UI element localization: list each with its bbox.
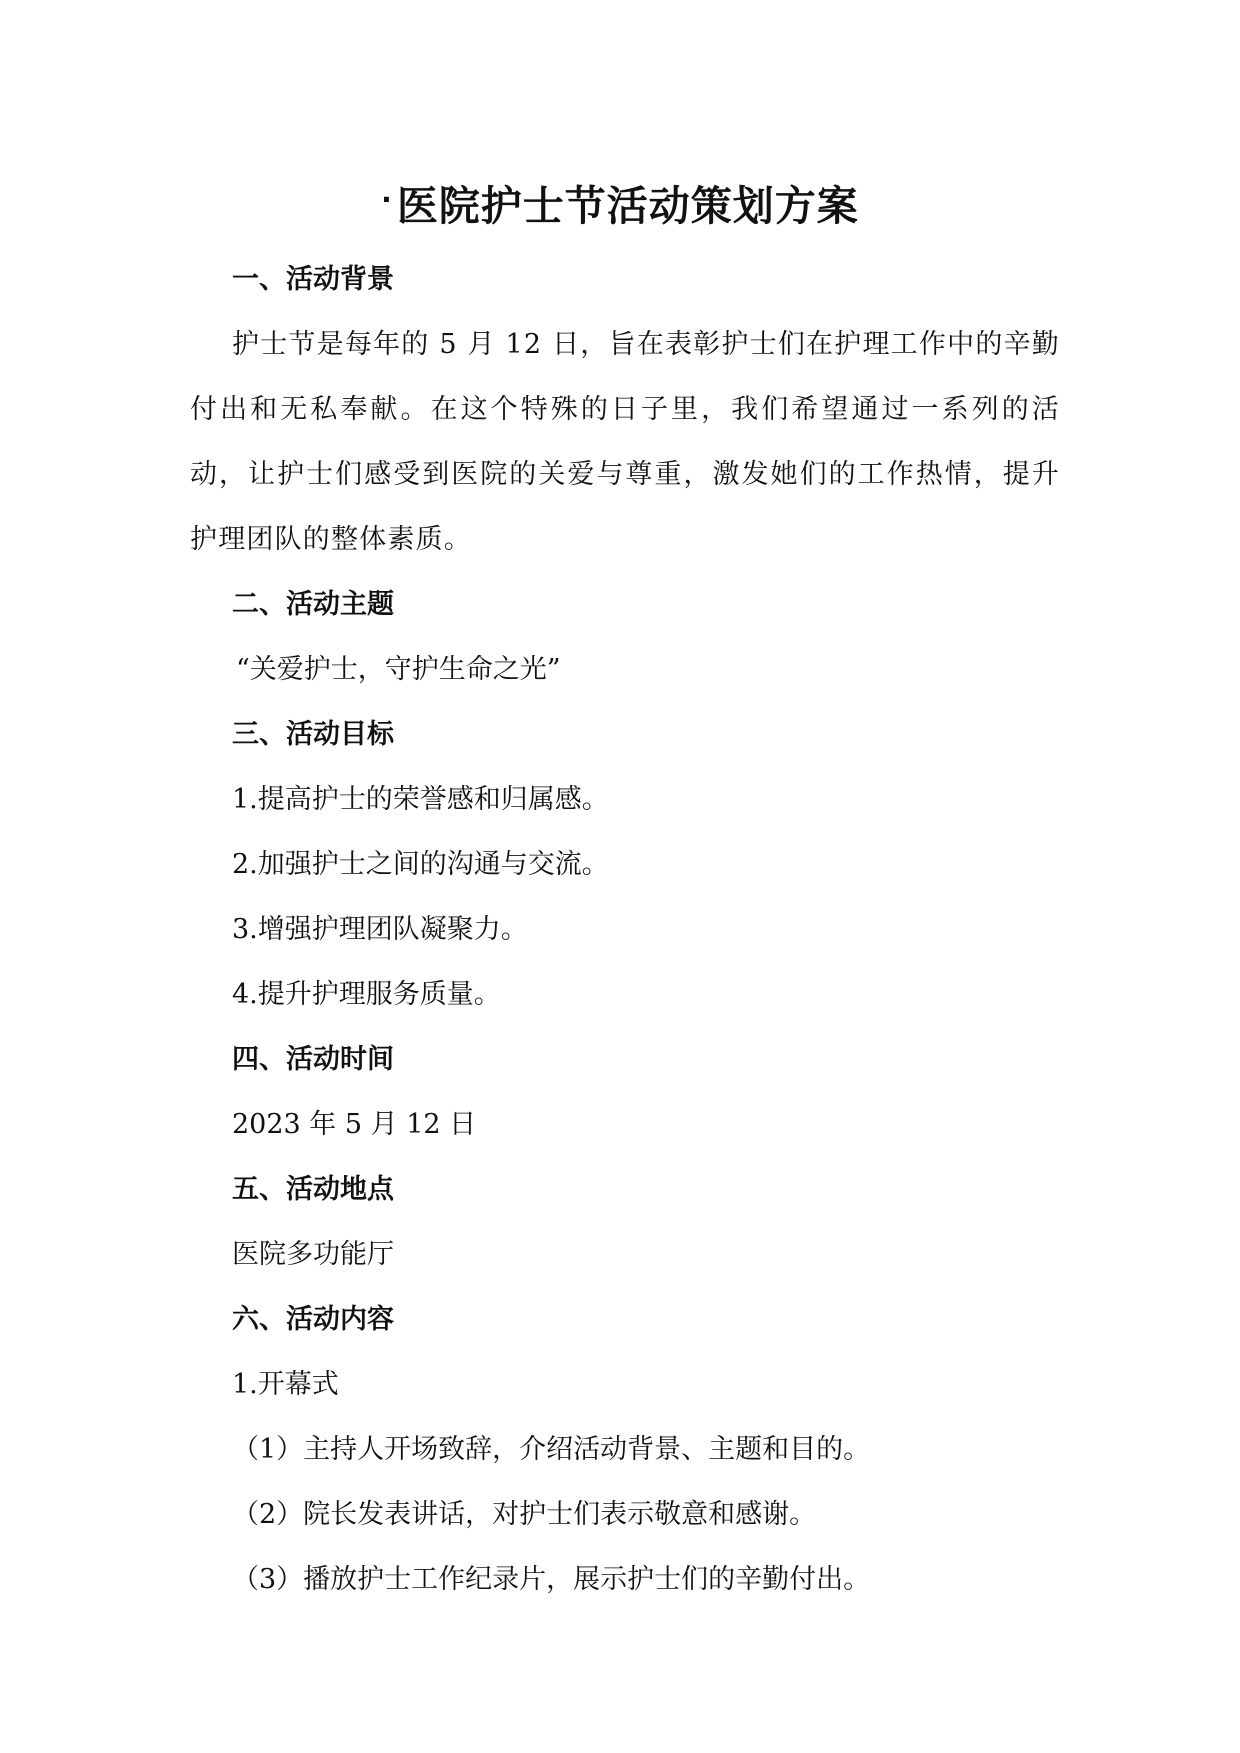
section-heading-background: 一、活动背景 <box>232 264 394 295</box>
goal-item: 2.加强护士之间的沟通与交流。 <box>232 849 609 880</box>
section-heading-theme: 二、活动主题 <box>232 589 394 620</box>
location-text: 医院多功能厅 <box>232 1239 394 1270</box>
content-item: （3）播放护士工作纪录片，展示护士们的辛勤付出。 <box>232 1564 871 1595</box>
title-text: 医院护士节活动策划方案 <box>396 182 859 230</box>
section-heading-time: 四、活动时间 <box>232 1044 394 1075</box>
content-item: （2）院长发表讲话，对护士们表示敬意和感谢。 <box>232 1499 817 1530</box>
content-item: （1）主持人开场致辞，介绍活动背景、主题和目的。 <box>232 1434 871 1465</box>
section-heading-location: 五、活动地点 <box>232 1174 394 1205</box>
goal-item: 3.增强护理团队凝聚力。 <box>232 914 528 945</box>
goal-item: 4.提升护理服务质量。 <box>232 979 501 1010</box>
background-paragraph: 护士节是每年的 5 月 12 日，旨在表彰护士们在护理工作中的辛勤付出和无私奉献。在这个特殊的日子里，我们希望通过一系列的活动，让护士们感受到医院的关爱与尊重，激发她们的工作热情，提升护理团队的整体素质。 <box>190 329 1060 555</box>
theme-text: “关爱护士，守护生命之光” <box>236 654 561 685</box>
section-heading-goals: 三、活动目标 <box>232 719 394 750</box>
goal-item: 1.提高护士的荣誉感和归属感。 <box>232 784 609 815</box>
content-sub-heading: 1.开幕式 <box>232 1369 339 1400</box>
section-heading-content: 六、活动内容 <box>232 1304 394 1335</box>
title-mark: · <box>381 183 393 216</box>
time-text: 2023 年 5 月 12 日 <box>232 1109 477 1140</box>
document-title <box>0 178 1240 234</box>
